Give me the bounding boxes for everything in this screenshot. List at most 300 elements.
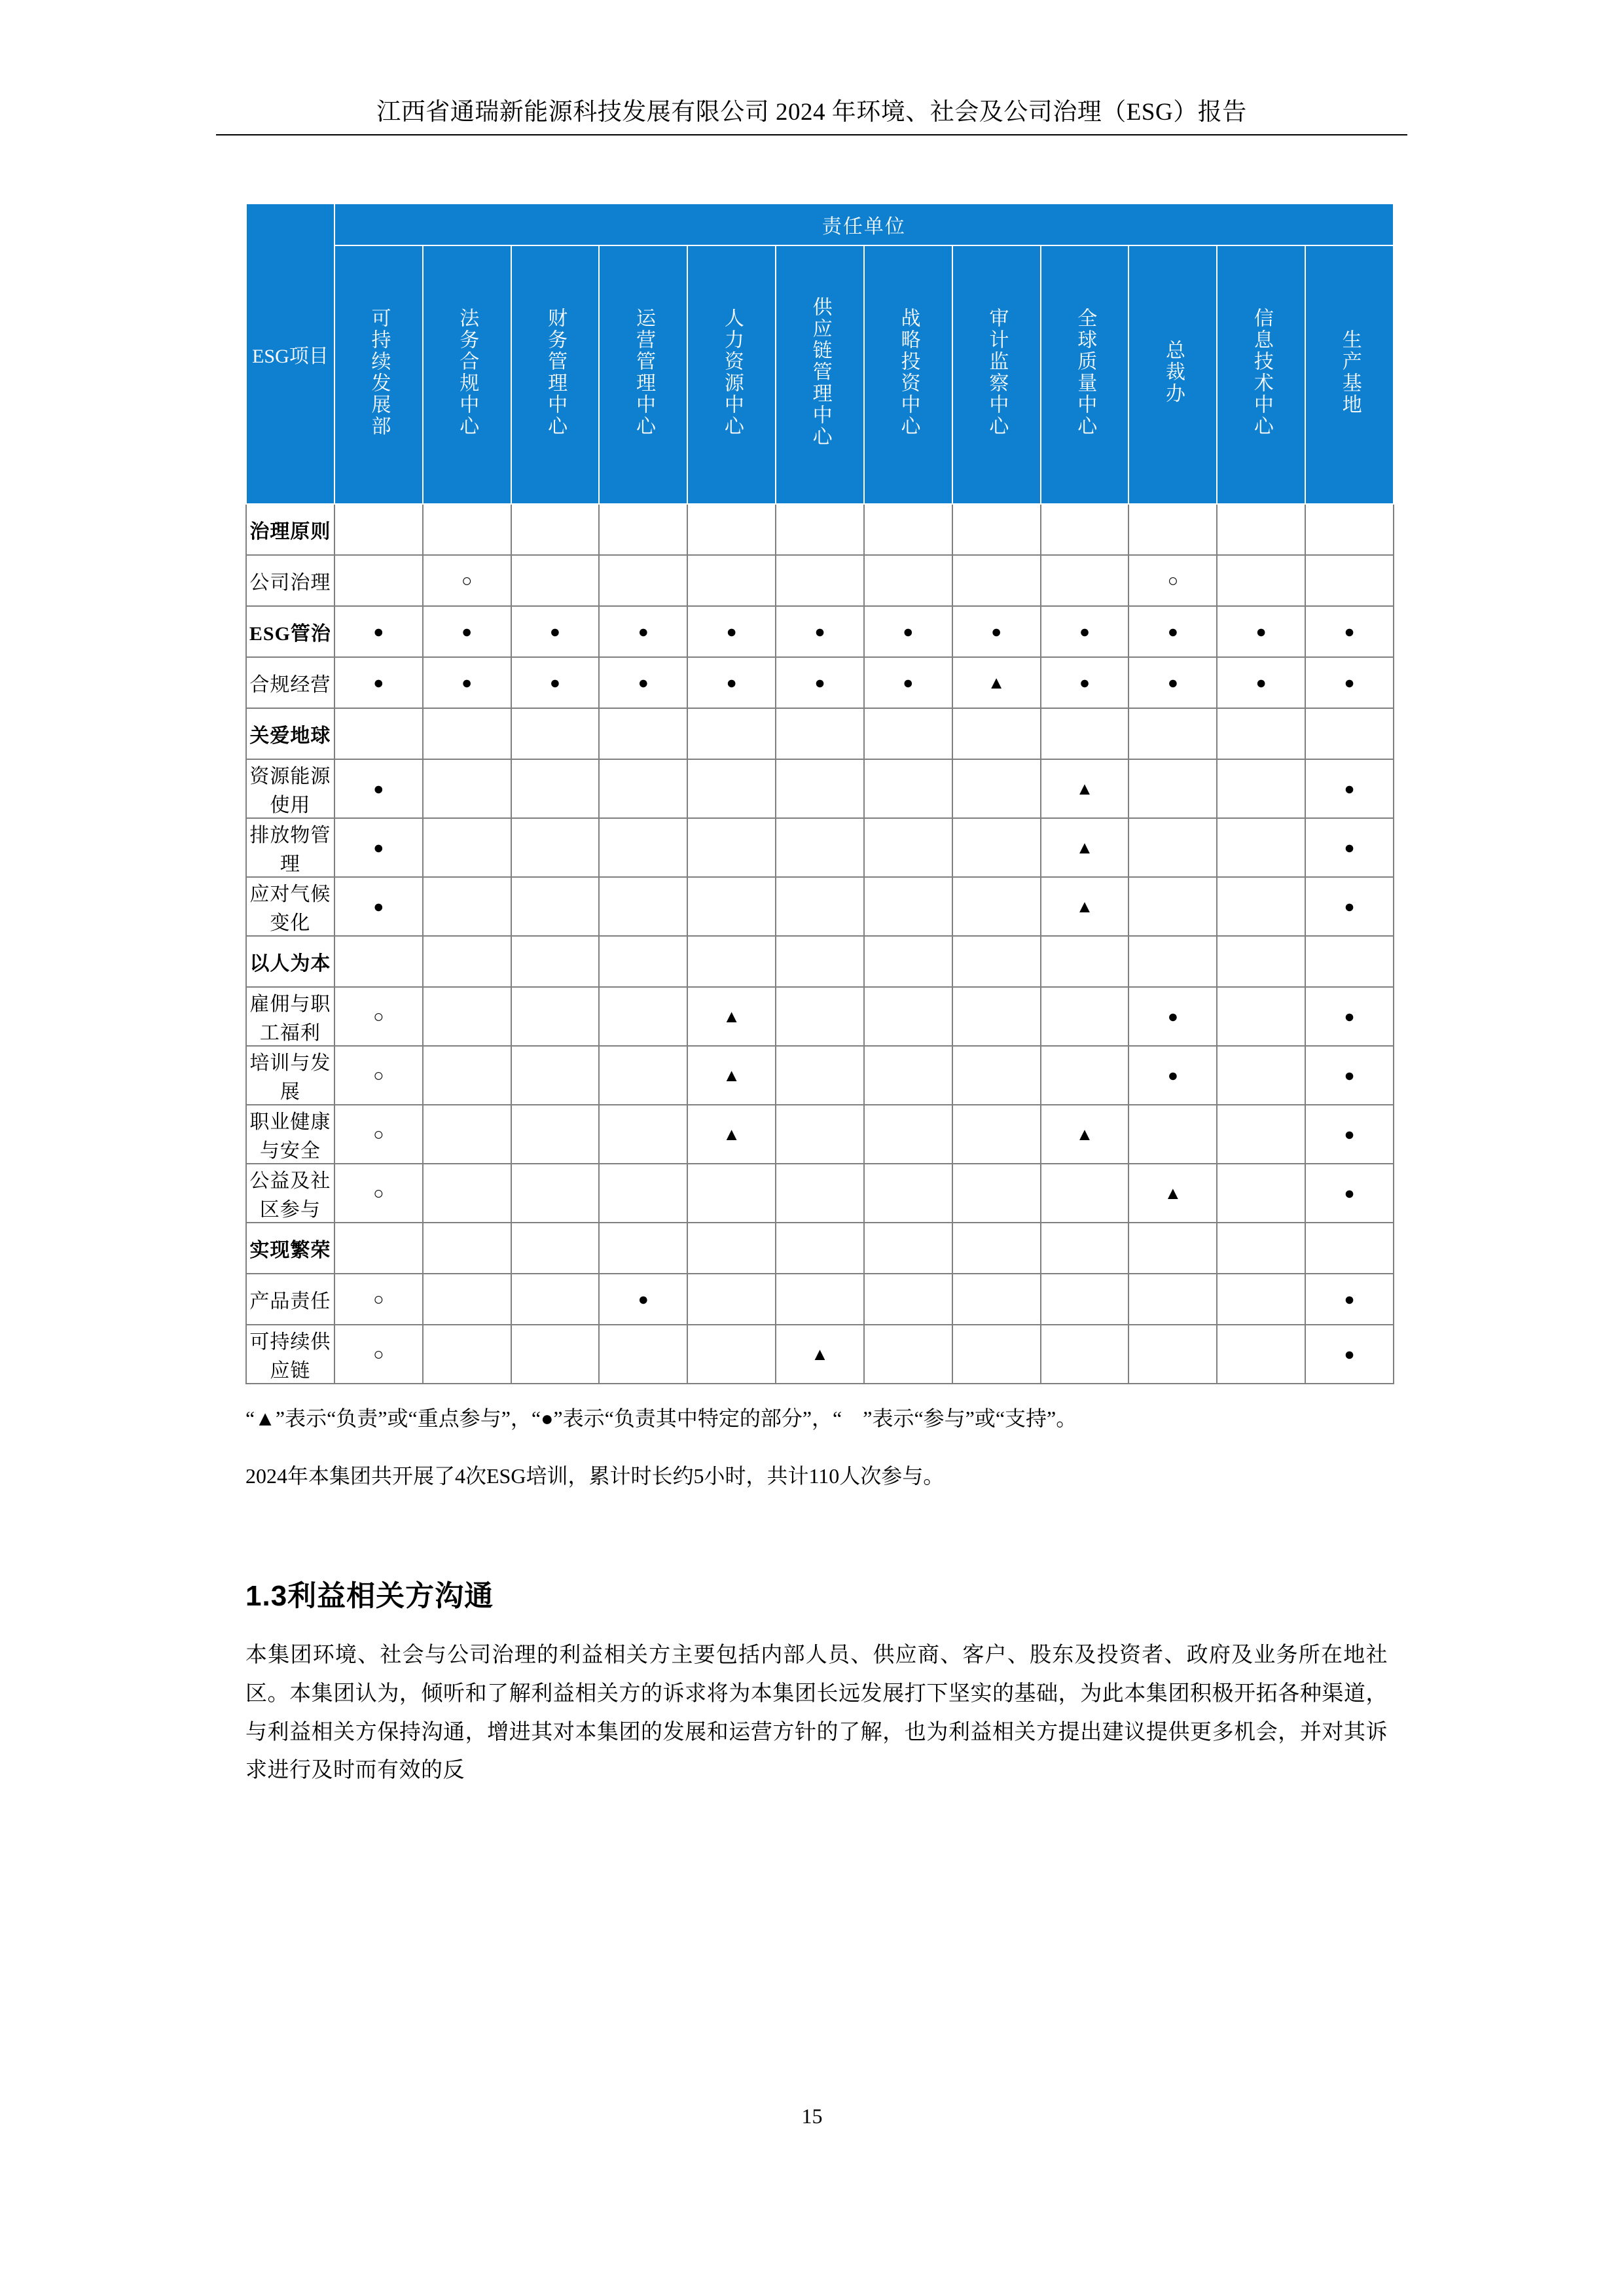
cell-mark bbox=[687, 555, 776, 606]
filled-circle-icon bbox=[638, 672, 649, 693]
cell-mark bbox=[864, 759, 952, 818]
table-legend: “▲”表示“负责”或“重点参与”，“●”表示“负责其中特定的部分”，“ ”表示“参与”或“支持”。 bbox=[245, 1407, 1077, 1430]
row-label: 公益及社区参与 bbox=[246, 1164, 334, 1223]
triangle-icon bbox=[811, 1343, 829, 1365]
cell-mark bbox=[1041, 504, 1129, 555]
filled-circle-icon bbox=[373, 620, 384, 642]
cell-mark bbox=[1128, 555, 1217, 606]
cell-mark bbox=[334, 1325, 423, 1384]
cell-mark bbox=[423, 555, 511, 606]
cell-mark bbox=[1305, 1223, 1394, 1274]
table-row bbox=[246, 987, 1394, 1046]
column-header-10: 信息技术中心 bbox=[1217, 245, 1305, 504]
cell-mark bbox=[423, 606, 511, 657]
cell-mark bbox=[1041, 936, 1129, 987]
row-label: 可持续供应链 bbox=[246, 1325, 334, 1384]
cell-mark bbox=[1217, 818, 1305, 877]
cell-mark bbox=[776, 987, 864, 1046]
cell-mark bbox=[511, 555, 600, 606]
table-row bbox=[246, 1046, 1394, 1105]
column-header-8: 全球质量中心 bbox=[1041, 245, 1129, 504]
filled-circle-icon bbox=[1256, 672, 1267, 693]
cell-mark bbox=[511, 606, 600, 657]
column-header-7: 审计监察中心 bbox=[952, 245, 1041, 504]
table-row bbox=[246, 877, 1394, 936]
filled-circle-icon bbox=[1344, 836, 1354, 858]
cell-mark bbox=[334, 504, 423, 555]
cell-mark bbox=[864, 1223, 952, 1274]
row-label: 实现繁荣 bbox=[246, 1223, 334, 1274]
filled-circle-icon bbox=[1344, 1288, 1354, 1310]
filled-circle-icon bbox=[726, 672, 736, 693]
page-number: 15 bbox=[801, 2104, 823, 2128]
row-label: 以人为本 bbox=[246, 936, 334, 987]
cell-mark bbox=[1217, 1223, 1305, 1274]
cell-mark bbox=[1128, 987, 1217, 1046]
cell-mark bbox=[1305, 657, 1394, 708]
cell-mark bbox=[599, 1164, 687, 1223]
triangle-icon bbox=[1164, 1182, 1182, 1204]
cell-mark bbox=[334, 877, 423, 936]
triangle-icon bbox=[1076, 895, 1094, 917]
cell-mark bbox=[864, 936, 952, 987]
cell-mark bbox=[334, 657, 423, 708]
page-content bbox=[239, 203, 1388, 1790]
row-label: 职业健康与安全 bbox=[246, 1105, 334, 1164]
cell-mark bbox=[864, 657, 952, 708]
cell-mark bbox=[334, 1105, 423, 1164]
cell-mark bbox=[511, 1046, 600, 1105]
table-row bbox=[246, 555, 1394, 606]
cell-mark bbox=[1305, 1164, 1394, 1223]
table-row bbox=[246, 657, 1394, 708]
cell-mark bbox=[511, 1164, 600, 1223]
triangle-icon bbox=[988, 672, 1005, 693]
cell-mark bbox=[599, 818, 687, 877]
filled-circle-icon bbox=[1344, 620, 1354, 642]
section-paragraph: 本集团环境、社会与公司治理的利益相关方主要包括内部人员、供应商、客户、股东及投资者、政府及业务所在地社区。本集团认为，倾听和了解利益相关方的诉求将为本集团长远发展打下坚实的基础，为此本集团积极开拓各种渠道，与利益相关方保持沟通，增进其对本集团的发展和运营方针的了解，也为利益相关方提出建议提供更多机会，并对其诉求进行及时而有效的反 bbox=[245, 1643, 1388, 1783]
table-header-row-columns bbox=[246, 245, 1394, 504]
cell-mark bbox=[334, 987, 423, 1046]
cell-mark bbox=[864, 708, 952, 759]
filled-circle-icon bbox=[373, 778, 384, 799]
cell-mark bbox=[1041, 1164, 1129, 1223]
cell-mark bbox=[952, 936, 1041, 987]
cell-mark bbox=[1305, 555, 1394, 606]
table-row bbox=[246, 1105, 1394, 1164]
cell-mark bbox=[1041, 1105, 1129, 1164]
cell-mark bbox=[864, 877, 952, 936]
cell-mark bbox=[511, 987, 600, 1046]
cell-mark bbox=[1217, 877, 1305, 936]
cell-mark bbox=[511, 1105, 600, 1164]
cell-mark bbox=[1041, 606, 1129, 657]
cell-mark bbox=[864, 555, 952, 606]
cell-mark bbox=[511, 1223, 600, 1274]
cell-mark bbox=[599, 759, 687, 818]
cell-mark bbox=[1305, 877, 1394, 936]
cell-mark bbox=[687, 877, 776, 936]
cell-mark bbox=[423, 1325, 511, 1384]
cell-mark bbox=[864, 1325, 952, 1384]
cell-mark bbox=[952, 1164, 1041, 1223]
cell-mark bbox=[511, 1274, 600, 1325]
cell-mark bbox=[952, 1046, 1041, 1105]
cell-mark bbox=[334, 708, 423, 759]
filled-circle-icon bbox=[1256, 620, 1267, 642]
cell-mark bbox=[599, 1274, 687, 1325]
section-heading: 1.3利益相关方沟通 bbox=[245, 1580, 494, 1613]
cell-mark bbox=[687, 818, 776, 877]
cell-mark bbox=[1217, 606, 1305, 657]
cell-mark bbox=[1128, 818, 1217, 877]
triangle-icon bbox=[1076, 1123, 1094, 1145]
cell-mark bbox=[1305, 936, 1394, 987]
cell-mark bbox=[1305, 759, 1394, 818]
cell-mark bbox=[864, 987, 952, 1046]
filled-circle-icon bbox=[1079, 672, 1090, 693]
filled-circle-icon bbox=[726, 620, 736, 642]
filled-circle-icon bbox=[373, 672, 384, 693]
cell-mark bbox=[1128, 1274, 1217, 1325]
table-row bbox=[246, 708, 1394, 759]
table-row bbox=[246, 1325, 1394, 1384]
cell-mark bbox=[776, 606, 864, 657]
cell-mark bbox=[1128, 877, 1217, 936]
cell-mark bbox=[1041, 1274, 1129, 1325]
cell-mark bbox=[776, 936, 864, 987]
cell-mark bbox=[1217, 1046, 1305, 1105]
cell-mark bbox=[687, 606, 776, 657]
row-label: 雇佣与职工福利 bbox=[246, 987, 334, 1046]
cell-mark bbox=[864, 1046, 952, 1105]
cell-mark bbox=[1041, 1046, 1129, 1105]
cell-mark bbox=[1217, 987, 1305, 1046]
cell-mark bbox=[687, 504, 776, 555]
cell-mark bbox=[599, 504, 687, 555]
cell-mark bbox=[511, 504, 600, 555]
triangle-icon bbox=[1076, 778, 1094, 799]
cell-mark bbox=[1305, 1274, 1394, 1325]
cell-mark bbox=[864, 504, 952, 555]
running-header: 江西省通瑞新能源科技发展有限公司 2024 年环境、社会及公司治理（ESG）报告 bbox=[376, 99, 1247, 126]
cell-mark bbox=[423, 504, 511, 555]
filled-circle-icon bbox=[903, 672, 913, 693]
column-header-1: 法务合规中心 bbox=[423, 245, 511, 504]
cell-mark bbox=[511, 1325, 600, 1384]
cell-mark bbox=[1041, 708, 1129, 759]
cell-mark bbox=[776, 759, 864, 818]
column-header-5: 供应链管理中心 bbox=[776, 245, 864, 504]
cell-mark bbox=[687, 1325, 776, 1384]
cell-mark bbox=[1305, 1325, 1394, 1384]
table-head bbox=[246, 204, 1394, 504]
cell-mark bbox=[952, 555, 1041, 606]
cell-mark bbox=[599, 1325, 687, 1384]
cell-mark bbox=[423, 987, 511, 1046]
row-label: 合规经营 bbox=[246, 657, 334, 708]
cell-mark bbox=[1128, 504, 1217, 555]
table-corner-label: ESG项目 bbox=[246, 204, 334, 504]
cell-mark bbox=[864, 1105, 952, 1164]
cell-mark bbox=[952, 987, 1041, 1046]
column-header-2: 财务管理中心 bbox=[511, 245, 600, 504]
triangle-icon bbox=[1076, 836, 1094, 858]
cell-mark bbox=[511, 936, 600, 987]
cell-mark bbox=[952, 657, 1041, 708]
filled-circle-icon bbox=[1344, 672, 1354, 693]
cell-mark bbox=[334, 759, 423, 818]
cell-mark bbox=[1041, 759, 1129, 818]
filled-circle-icon bbox=[1344, 895, 1354, 917]
cell-mark bbox=[599, 555, 687, 606]
cell-mark bbox=[776, 657, 864, 708]
cell-mark bbox=[687, 1164, 776, 1223]
cell-mark bbox=[687, 1274, 776, 1325]
cell-mark bbox=[599, 1223, 687, 1274]
cell-mark bbox=[511, 657, 600, 708]
filled-circle-icon bbox=[638, 620, 649, 642]
cell-mark bbox=[1128, 708, 1217, 759]
cell-mark bbox=[687, 1223, 776, 1274]
cell-mark bbox=[776, 555, 864, 606]
filled-circle-icon bbox=[1344, 778, 1354, 799]
filled-circle-icon bbox=[1344, 1005, 1354, 1027]
cell-mark bbox=[1041, 818, 1129, 877]
cell-mark bbox=[423, 759, 511, 818]
table-body bbox=[246, 504, 1394, 1384]
cell-mark bbox=[776, 877, 864, 936]
column-header-9: 总裁办 bbox=[1128, 245, 1217, 504]
filled-circle-icon bbox=[1168, 1064, 1178, 1086]
filled-circle-icon bbox=[1079, 620, 1090, 642]
cell-mark bbox=[952, 1274, 1041, 1325]
cell-mark bbox=[1217, 1325, 1305, 1384]
cell-mark bbox=[952, 877, 1041, 936]
table-row bbox=[246, 759, 1394, 818]
cell-mark bbox=[952, 1105, 1041, 1164]
hollow-circle-icon bbox=[373, 1123, 384, 1145]
triangle-icon bbox=[723, 1123, 740, 1145]
cell-mark bbox=[687, 1105, 776, 1164]
row-label: 公司治理 bbox=[246, 555, 334, 606]
cell-mark bbox=[952, 1223, 1041, 1274]
cell-mark bbox=[511, 759, 600, 818]
cell-mark bbox=[687, 657, 776, 708]
cell-mark bbox=[423, 1223, 511, 1274]
cell-mark bbox=[1305, 987, 1394, 1046]
cell-mark bbox=[1041, 877, 1129, 936]
cell-mark bbox=[599, 987, 687, 1046]
cell-mark bbox=[776, 1223, 864, 1274]
cell-mark bbox=[864, 1164, 952, 1223]
filled-circle-icon bbox=[1168, 672, 1178, 693]
cell-mark bbox=[599, 877, 687, 936]
cell-mark bbox=[1217, 936, 1305, 987]
cell-mark bbox=[1217, 759, 1305, 818]
column-header-4: 人力资源中心 bbox=[687, 245, 776, 504]
cell-mark bbox=[1217, 1274, 1305, 1325]
column-header-0: 可持续发展部 bbox=[334, 245, 423, 504]
cell-mark bbox=[952, 708, 1041, 759]
cell-mark bbox=[334, 936, 423, 987]
row-label: 排放物管理 bbox=[246, 818, 334, 877]
cell-mark bbox=[952, 504, 1041, 555]
filled-circle-icon bbox=[461, 620, 472, 642]
table-row bbox=[246, 818, 1394, 877]
hollow-circle-icon bbox=[1168, 569, 1178, 591]
cell-mark bbox=[511, 708, 600, 759]
table-row bbox=[246, 1274, 1394, 1325]
row-label: 资源能源使用 bbox=[246, 759, 334, 818]
cell-mark bbox=[599, 936, 687, 987]
cell-mark bbox=[687, 987, 776, 1046]
cell-mark bbox=[599, 657, 687, 708]
cell-mark bbox=[1305, 818, 1394, 877]
triangle-icon bbox=[723, 1064, 740, 1086]
hollow-circle-icon bbox=[373, 1288, 384, 1310]
cell-mark bbox=[776, 708, 864, 759]
filled-circle-icon bbox=[373, 895, 384, 917]
cell-mark bbox=[1041, 1223, 1129, 1274]
cell-mark bbox=[423, 657, 511, 708]
cell-mark bbox=[687, 708, 776, 759]
cell-mark bbox=[864, 1274, 952, 1325]
row-label: 关爱地球 bbox=[246, 708, 334, 759]
cell-mark bbox=[334, 1164, 423, 1223]
filled-circle-icon bbox=[1344, 1182, 1354, 1204]
table-top-header: 责任单位 bbox=[334, 204, 1394, 245]
cell-mark bbox=[599, 1046, 687, 1105]
header-divider bbox=[216, 134, 1407, 135]
cell-mark bbox=[1128, 657, 1217, 708]
filled-circle-icon bbox=[550, 672, 560, 693]
cell-mark bbox=[952, 606, 1041, 657]
row-label: 培训与发展 bbox=[246, 1046, 334, 1105]
esg-responsibility-table bbox=[245, 203, 1394, 1384]
cell-mark bbox=[599, 708, 687, 759]
cell-mark bbox=[776, 818, 864, 877]
cell-mark bbox=[599, 606, 687, 657]
cell-mark bbox=[1128, 1046, 1217, 1105]
table-row bbox=[246, 504, 1394, 555]
cell-mark bbox=[776, 504, 864, 555]
cell-mark bbox=[1305, 606, 1394, 657]
cell-mark bbox=[334, 1046, 423, 1105]
cell-mark bbox=[423, 1274, 511, 1325]
cell-mark bbox=[423, 877, 511, 936]
filled-circle-icon bbox=[373, 836, 384, 858]
filled-circle-icon bbox=[638, 1288, 649, 1310]
filled-circle-icon bbox=[991, 620, 1001, 642]
cell-mark bbox=[1217, 1164, 1305, 1223]
cell-mark bbox=[334, 555, 423, 606]
cell-mark bbox=[511, 818, 600, 877]
filled-circle-icon bbox=[903, 620, 913, 642]
cell-mark bbox=[599, 1105, 687, 1164]
filled-circle-icon bbox=[461, 672, 472, 693]
cell-mark bbox=[952, 818, 1041, 877]
cell-mark bbox=[1041, 657, 1129, 708]
cell-mark bbox=[1305, 708, 1394, 759]
cell-mark bbox=[952, 1325, 1041, 1384]
hollow-circle-icon bbox=[373, 1064, 384, 1086]
cell-mark bbox=[687, 936, 776, 987]
cell-mark bbox=[423, 936, 511, 987]
cell-mark bbox=[1217, 708, 1305, 759]
cell-mark bbox=[1041, 1325, 1129, 1384]
filled-circle-icon bbox=[1168, 1005, 1178, 1027]
hollow-circle-icon bbox=[373, 1005, 384, 1027]
column-header-3: 运营管理中心 bbox=[599, 245, 687, 504]
filled-circle-icon bbox=[1344, 1343, 1354, 1365]
cell-mark bbox=[1305, 1046, 1394, 1105]
cell-mark bbox=[1128, 1105, 1217, 1164]
cell-mark bbox=[1041, 555, 1129, 606]
cell-mark bbox=[1128, 1223, 1217, 1274]
cell-mark bbox=[1041, 987, 1129, 1046]
cell-mark bbox=[1128, 759, 1217, 818]
filled-circle-icon bbox=[1344, 1123, 1354, 1145]
cell-mark bbox=[864, 606, 952, 657]
cell-mark bbox=[423, 1046, 511, 1105]
cell-mark bbox=[1217, 555, 1305, 606]
cell-mark bbox=[1128, 1325, 1217, 1384]
training-note: 2024年本集团共开展了4次ESG培训，累计时长约5小时，共计110人次参与。 bbox=[245, 1463, 945, 1488]
table-row bbox=[246, 1164, 1394, 1223]
cell-mark bbox=[1305, 1105, 1394, 1164]
cell-mark bbox=[334, 1223, 423, 1274]
cell-mark bbox=[423, 1164, 511, 1223]
column-header-11: 生产基地 bbox=[1305, 245, 1394, 504]
cell-mark bbox=[423, 1105, 511, 1164]
cell-mark bbox=[1128, 1164, 1217, 1223]
cell-mark bbox=[687, 1046, 776, 1105]
cell-mark bbox=[687, 759, 776, 818]
hollow-circle-icon bbox=[373, 1182, 384, 1204]
hollow-circle-icon bbox=[461, 569, 472, 591]
table-row bbox=[246, 1223, 1394, 1274]
row-label: 产品责任 bbox=[246, 1274, 334, 1325]
filled-circle-icon bbox=[814, 620, 825, 642]
cell-mark bbox=[864, 818, 952, 877]
filled-circle-icon bbox=[550, 620, 560, 642]
table-row bbox=[246, 606, 1394, 657]
hollow-circle-icon bbox=[373, 1343, 384, 1365]
cell-mark bbox=[1217, 504, 1305, 555]
cell-mark bbox=[511, 877, 600, 936]
cell-mark bbox=[1305, 504, 1394, 555]
triangle-icon bbox=[723, 1005, 740, 1027]
cell-mark bbox=[776, 1274, 864, 1325]
filled-circle-icon bbox=[1168, 620, 1178, 642]
table-header-row-top bbox=[246, 204, 1394, 245]
row-label: ESG管治 bbox=[246, 606, 334, 657]
cell-mark bbox=[1128, 606, 1217, 657]
column-header-6: 战略投资中心 bbox=[864, 245, 952, 504]
cell-mark bbox=[776, 1325, 864, 1384]
cell-mark bbox=[423, 818, 511, 877]
cell-mark bbox=[334, 606, 423, 657]
cell-mark bbox=[776, 1164, 864, 1223]
table-row bbox=[246, 936, 1394, 987]
filled-circle-icon bbox=[1344, 1064, 1354, 1086]
cell-mark bbox=[776, 1105, 864, 1164]
cell-mark bbox=[334, 1274, 423, 1325]
filled-circle-icon bbox=[814, 672, 825, 693]
cell-mark bbox=[1217, 1105, 1305, 1164]
cell-mark bbox=[334, 818, 423, 877]
